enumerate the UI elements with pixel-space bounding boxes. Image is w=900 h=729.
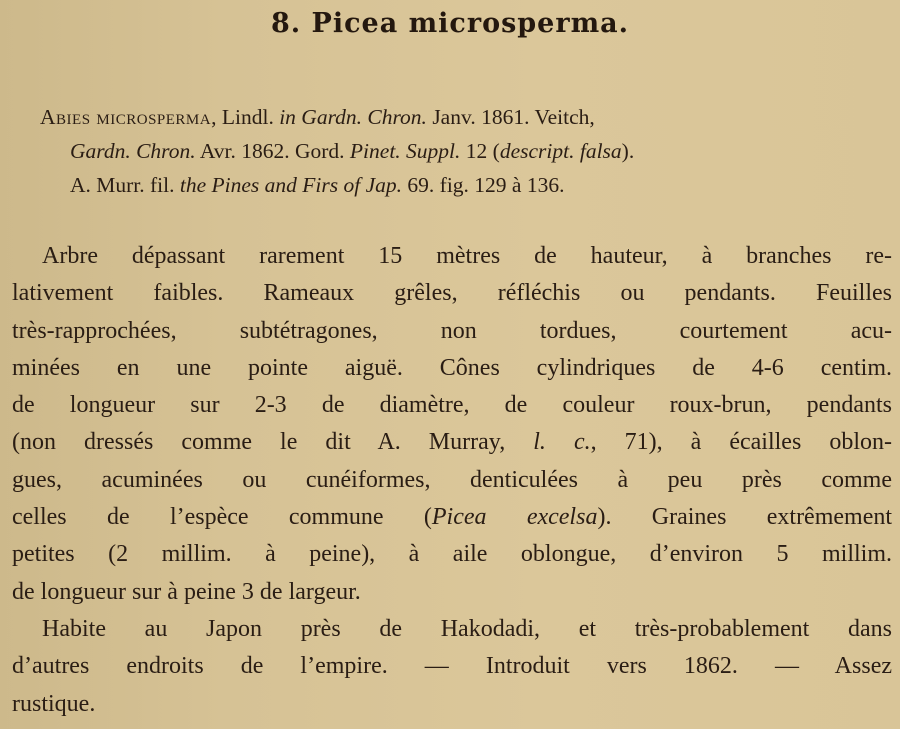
citation-text: 12 ( [460,139,500,163]
description-text: (non dressés comme le dit A. Murray, [12,429,534,456]
description-text: celles de l’espèce commune ( [12,504,432,531]
citation-text: , Lindl. [211,105,280,129]
citation-italic: in Gardn. Chron. [279,105,427,129]
description-text: ). Graines extrêmement [597,504,893,531]
description-italic: Picea excelsa [431,504,598,531]
citation-text: 69. fig. 129 à 136. [402,173,565,197]
synonymy-block [40,100,892,202]
citation-italic: the Pines and Firs of Jap. [179,173,403,197]
description-text: , 71), à écailles oblon- [590,429,892,456]
description-line [12,499,892,536]
species-heading: 8. Picea microsperma. [270,8,630,39]
habitat-line: d’autres endroits de l’empire. — Introduit vers 1862. — Assez [12,653,892,680]
habitat-line: Habite au Japon près de Hakodadi, et très-probablement dans [42,615,892,642]
description-line: minées en une pointe aiguë. Cônes cylindriques de 4-6 centim. [12,354,892,381]
description-block [12,238,892,723]
description-line: lativement faibles. Rameaux grêles, réfléchis ou pendants. Feuilles [12,280,892,307]
description-line: Arbre dépassant rarement 15 mètres de hauteur, à branches re- [42,243,892,269]
description-line: gues, acuminées ou cunéiformes, denticulées à peu près comme [12,466,892,493]
citation-italic: Gardn. Chron. [70,139,196,163]
description-line: très-rapprochées, subtétragones, non tordues, courtement acu- [12,317,892,344]
citation-text: Janv. 1861. Veitch, [426,105,595,129]
description-italic: l. c. [533,429,591,456]
citation-italic: Pinet. Suppl. [349,139,461,163]
description-line: de longueur sur 2-3 de diamètre, de couleur roux-brun, pendants [12,392,892,419]
description-line: de longueur sur à peine 3 de largeur. [12,578,361,605]
synonym-name: Abies microsperma [40,105,212,129]
description-line [12,424,892,461]
citation-italic: descript. falsa [499,139,622,163]
habitat-block [12,611,892,723]
description-line: petites (2 millim. à peine), à aile oblongue, d’environ 5 millim. [12,541,892,568]
synonymy-line-1 [40,100,892,134]
citation-text: ). [621,139,635,163]
citation-text: Avr. 1862. Gord. [195,139,350,163]
habitat-line: rustique. [12,690,96,717]
synonymy-line-2 [40,134,892,168]
synonymy-line-3 [40,168,892,202]
citation-text: A. Murr. fil. [70,173,180,197]
